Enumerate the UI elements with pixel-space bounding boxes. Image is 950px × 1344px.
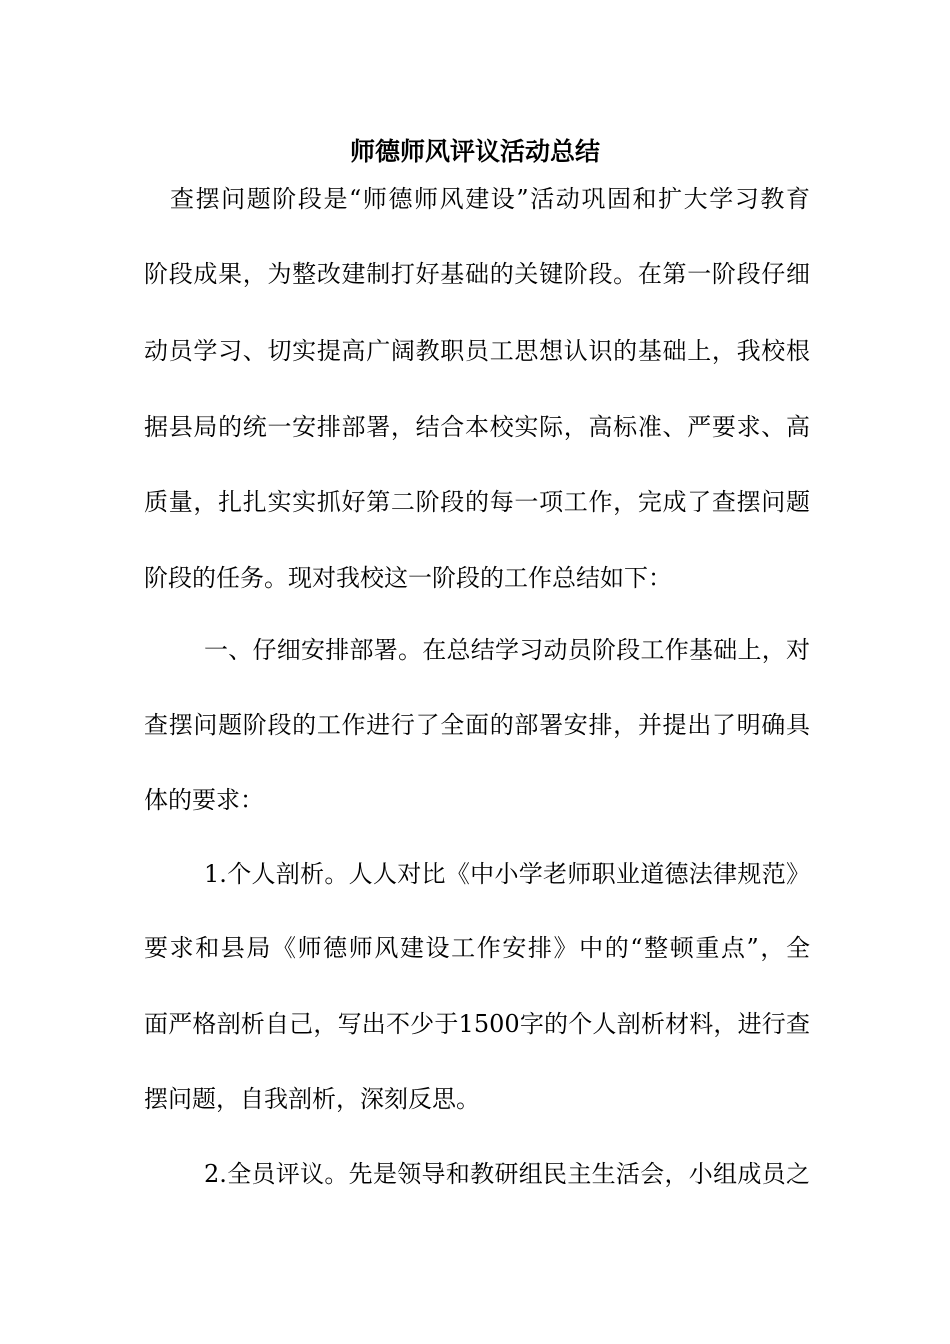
paragraph-line: 摆问题，自我剖析，深刻反思。 xyxy=(144,1085,480,1113)
paragraph-line: 阶段的任务。现对我校这一阶段的工作总结如下： xyxy=(144,564,672,592)
paragraph-line: 据县局的统一安排部署，结合本校实际，高标准、严要求、高 xyxy=(144,413,810,441)
paragraph-line: 要求和县局《师德师风建设工作安排》中的“整顿重点”，全 xyxy=(144,934,810,962)
list-item-line: 2.全员评议。先是领导和教研组民主生活会，小组成员之 xyxy=(204,1160,810,1188)
paragraph-line: 体的要求： xyxy=(144,786,264,814)
paragraph-line: 面严格剖析自己，写出不少于1500字的个人剖析材料，进行查 xyxy=(144,1010,810,1038)
list-item-line: 1.个人剖析。人人对比《中小学老师职业道德法律规范》 xyxy=(204,860,810,888)
paragraph-line: 查摆问题阶段的工作进行了全面的部署安排，并提出了明确具 xyxy=(144,711,810,739)
paragraph-line: 查摆问题阶段是“师德师风建设”活动巩固和扩大学习教育 xyxy=(170,185,810,213)
paragraph-line: 质量，扎扎实实抓好第二阶段的每一项工作，完成了查摆问题 xyxy=(144,488,810,516)
section-heading-line: 一、仔细安排部署。在总结学习动员阶段工作基础上，对 xyxy=(204,636,810,664)
paragraph-line: 动员学习、切实提高广阔教职员工思想认识的基础上，我校根 xyxy=(144,337,810,365)
page-title: 师德师风评议活动总结 xyxy=(349,137,600,166)
paragraph-line: 阶段成果，为整改建制打好基础的关键阶段。在第一阶段仔细 xyxy=(144,260,810,288)
